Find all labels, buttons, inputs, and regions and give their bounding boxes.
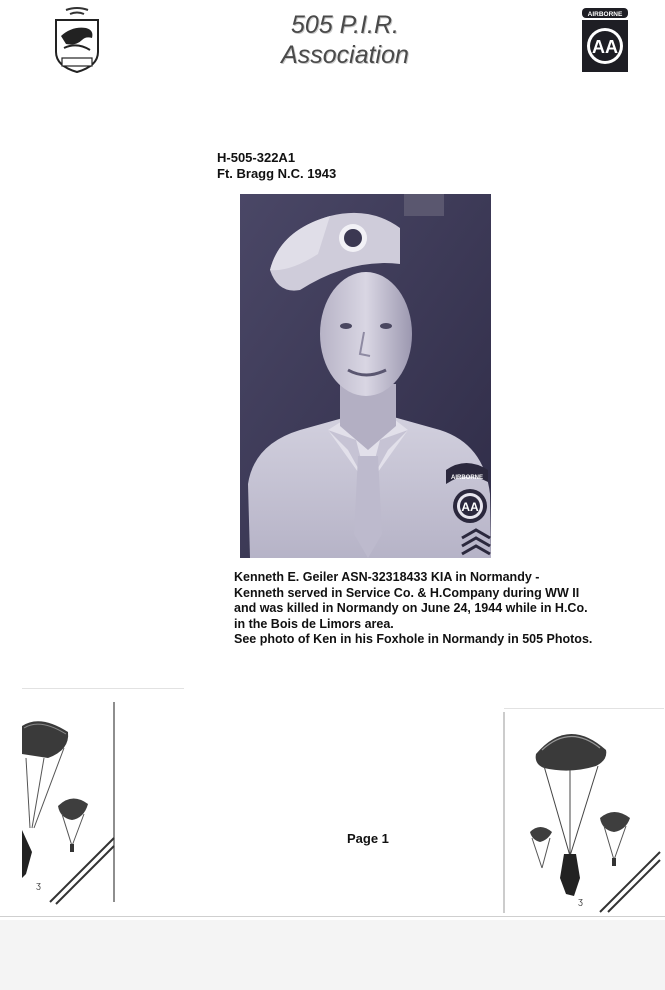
photo-description xyxy=(234,570,662,648)
description-line: See photo of Ken in his Foxhole in Normandy in 505 Photos. xyxy=(234,632,593,646)
svg-text:ʒ: ʒ xyxy=(578,896,583,906)
airborne-patch-icon xyxy=(580,6,630,74)
description-line: Kenneth E. Geiler ASN-32318433 KIA in Normandy - xyxy=(234,570,540,584)
description-line: in the Bois de Limors area. xyxy=(234,616,394,631)
parachute-decoration-left-icon xyxy=(22,688,187,910)
right-crest-letters: AA xyxy=(592,37,618,57)
description-line: Kenneth served in Service Co. & H.Company during WW II xyxy=(234,585,580,600)
association-title xyxy=(240,10,450,70)
title-line-2: Association xyxy=(281,41,409,69)
photo-patch-letters: AA xyxy=(461,500,479,514)
photo-code: H-505-322A1 xyxy=(217,150,296,165)
parachute-decoration-right-icon xyxy=(500,708,665,913)
description-line: and was killed in Normandy on June 24, 1944 while in H.Co. xyxy=(234,601,588,615)
photo-location-date: Ft. Bragg N.C. 1943 xyxy=(217,166,337,181)
right-crest-tab-text: AIRBORNE xyxy=(587,11,623,18)
svg-text:ʒ: ʒ xyxy=(36,880,41,890)
regiment-crest-icon xyxy=(52,6,102,76)
photo-reference xyxy=(217,150,336,182)
page-number: Page 1 xyxy=(347,831,389,846)
soldier-portrait-photo xyxy=(240,194,491,558)
page-bottom-margin xyxy=(0,920,665,990)
photo-patch-tab-text: AIRBORNE xyxy=(450,475,484,481)
bottom-divider xyxy=(0,916,665,917)
title-line-1: 505 P.I.R. xyxy=(291,11,399,39)
